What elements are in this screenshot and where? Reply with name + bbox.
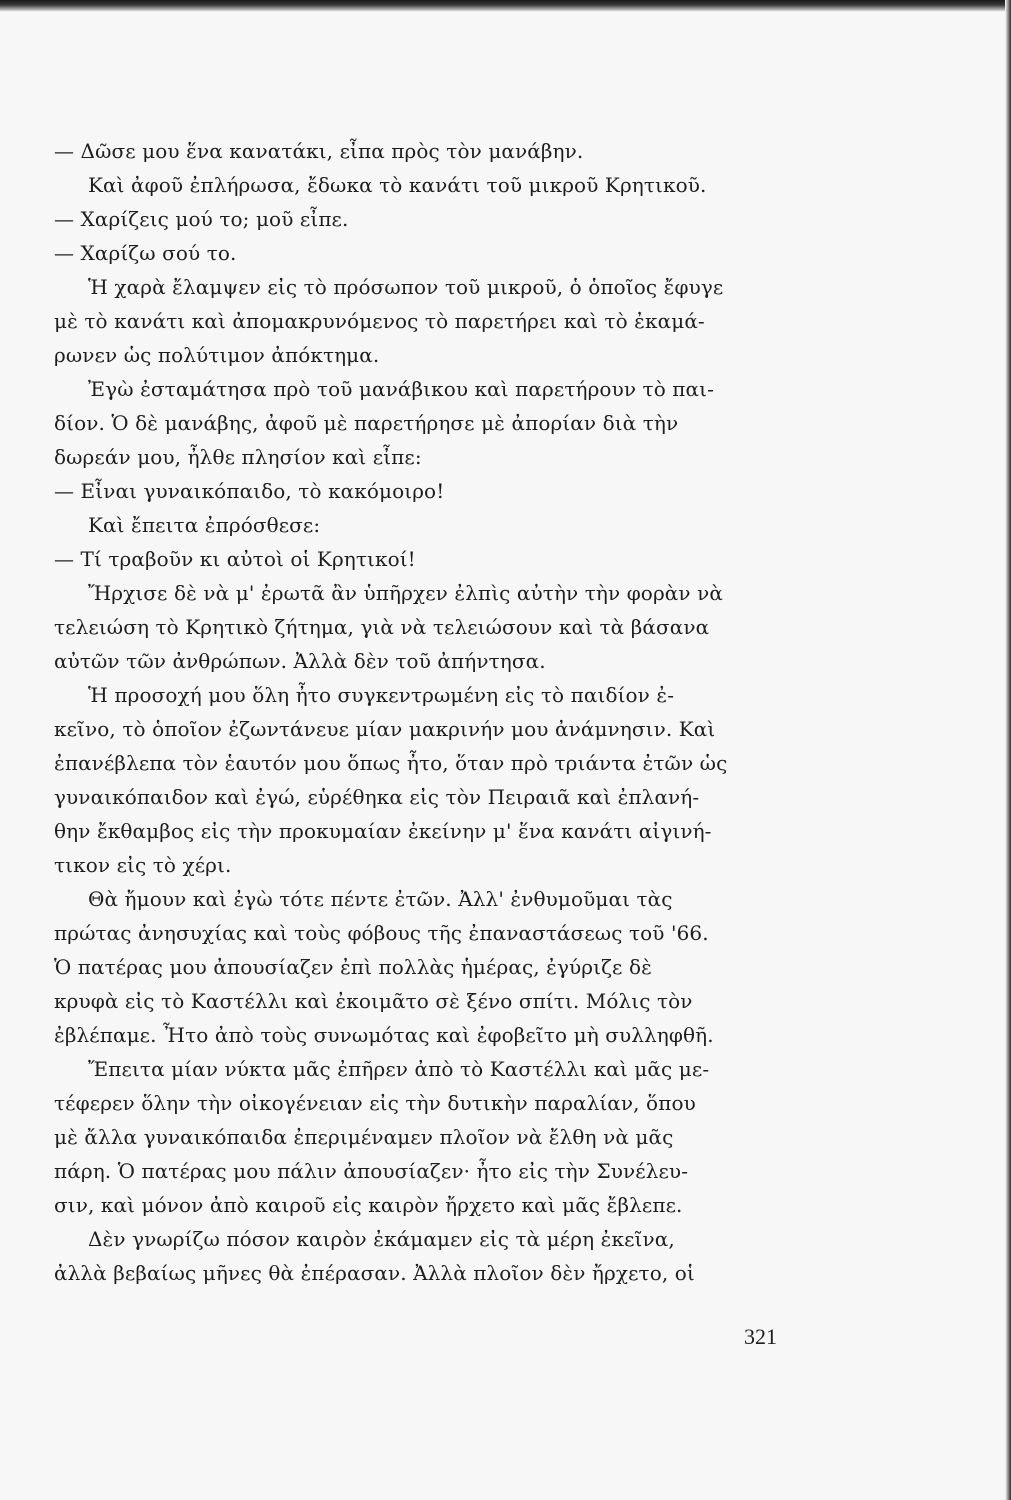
text-line: Ἡ χαρὰ ἔλαμψεν εἰς τὸ πρόσωπον τοῦ μικροῦ, ὁ ὁποῖος ἔφυγε [88, 275, 724, 299]
text-line: ἐπανέβλεπα τὸν ἑαυτόν μου ὅπως ἦτο, ὅταν πρὸ τριάντα ἐτῶν ὡς [54, 751, 728, 775]
text-line: ρωνεν ὡς πολύτιμον ἀπόκτημα. [54, 343, 380, 367]
page-number: 321 [744, 1324, 777, 1349]
text-line: — Χαρίζεις μού το; μοῦ εἶπε. [54, 207, 349, 231]
text-line: Θὰ ἤμουν καὶ ἐγὼ τότε πέντε ἐτῶν. Ἀλλ' ἐνθυμοῦμαι τὰς [88, 887, 673, 911]
text-line: πάρη. Ὁ πατέρας μου πάλιν ἀπουσίαζεν· ἦτο εἰς τὴν Συνέλευ- [54, 1159, 689, 1183]
text-line: ἀλλὰ βεβαίως μῆνες θὰ ἐπέρασαν. Ἀλλὰ πλοῖον δὲν ἤρχετο, οἱ [54, 1261, 695, 1285]
scan-right-edge [1005, 0, 1011, 1500]
text-line: Ἡ προσοχή μου ὅλη ἦτο συγκεντρωμένη εἰς τὸ παιδίον ἐ- [88, 683, 675, 707]
text-line: — Δῶσε μου ἕνα κανατάκι, εἶπα πρὸς τὸν μανάβην. [54, 139, 584, 163]
text-line: Ἔπειτα μίαν νύκτα μᾶς ἐπῆρεν ἀπὸ τὸ Καστέλλι καὶ μᾶς με- [88, 1057, 710, 1081]
body-text [54, 134, 780, 1290]
text-line: σιν, καὶ μόνον ἀπὸ καιροῦ εἰς καιρὸν ἤρχετο καὶ μᾶς ἔβλεπε. [54, 1193, 683, 1217]
text-line: τικον εἰς τὸ χέρι. [54, 853, 232, 877]
text-line: Ἤρχισε δὲ νὰ μ' ἐρωτᾶ ἂν ὑπῆρχεν ἐλπὶς αὐτὴν τὴν φορὰν νὰ [88, 581, 723, 605]
text-line: δωρεάν μου, ἦλθε πλησίον καὶ εἶπε: [54, 445, 422, 469]
text-line: Ὁ πατέρας μου ἀπουσίαζεν ἐπὶ πολλὰς ἡμέρας, ἐγύριζε δὲ [54, 955, 652, 979]
text-line: πρώτας ἀνησυχίας καὶ τοὺς φόβους τῆς ἐπαναστάσεως τοῦ '66. [54, 921, 709, 945]
text-line: γυναικόπαιδον καὶ ἐγώ, εὑρέθηκα εἰς τὸν Πειραιᾶ καὶ ἐπλανή- [54, 785, 700, 809]
text-line: ἐβλέπαμε. Ἦτο ἀπὸ τοὺς συνωμότας καὶ ἐφοβεῖτο μὴ συλληφθῆ. [54, 1023, 714, 1047]
text-line: τέφερεν ὅλην τὴν οἰκογένειαν εἰς τὴν δυτικὴν παραλίαν, ὅπου [54, 1091, 696, 1115]
text-line: μὲ ἄλλα γυναικόπαιδα ἐπεριμέναμεν πλοῖον νὰ ἔλθη νὰ μᾶς [54, 1125, 674, 1149]
text-line: μὲ τὸ κανάτι καὶ ἀπομακρυνόμενος τὸ παρετήρει καὶ τὸ ἐκαμά- [54, 309, 705, 333]
text-line: Καὶ ἔπειτα ἐπρόσθεσε: [88, 513, 321, 537]
text-line: κεῖνο, τὸ ὁποῖον ἐζωντάνευε μίαν μακρινήν μου ἀνάμνησιν. Καὶ [54, 717, 716, 741]
text-line: αὐτῶν τῶν ἀνθρώπων. Ἀλλὰ δὲν τοῦ ἀπήντησα. [54, 649, 546, 673]
text-line: — Χαρίζω σού το. [54, 241, 237, 265]
text-line: — Εἶναι γυναικόπαιδο, τὸ κακόμοιρο! [54, 479, 445, 503]
text-line: Ἐγὼ ἐσταμάτησα πρὸ τοῦ μανάβικου καὶ παρετήρουν τὸ παι- [88, 377, 714, 401]
text-line: τελειώση τὸ Κρητικὸ ζήτημα, γιὰ νὰ τελειώσουν καὶ τὰ βάσανα [54, 615, 710, 639]
text-line: — Τί τραβοῦν κι αὐτοὶ οἱ Κρητικοί! [54, 547, 416, 571]
text-line: Καὶ ἀφοῦ ἐπλήρωσα, ἔδωκα τὸ κανάτι τοῦ μικροῦ Κρητικοῦ. [88, 173, 707, 197]
text-line: θην ἔκθαμβος εἰς τὴν προκυμαίαν ἐκείνην μ' ἕνα κανάτι αἰγινή- [54, 819, 712, 843]
text-line: δίον. Ὁ δὲ μανάβης, ἀφοῦ μὲ παρετήρησε μὲ ἀπορίαν διὰ τὴν [54, 411, 679, 435]
text-line: Δὲν γνωρίζω πόσον καιρὸν ἐκάμαμεν εἰς τὰ μέρη ἐκεῖνα, [88, 1227, 675, 1251]
text-line: κρυφὰ εἰς τὸ Καστέλλι καὶ ἐκοιμᾶτο σὲ ξένο σπίτι. Μόλις τὸν [54, 989, 693, 1013]
scan-top-edge [0, 0, 1011, 12]
